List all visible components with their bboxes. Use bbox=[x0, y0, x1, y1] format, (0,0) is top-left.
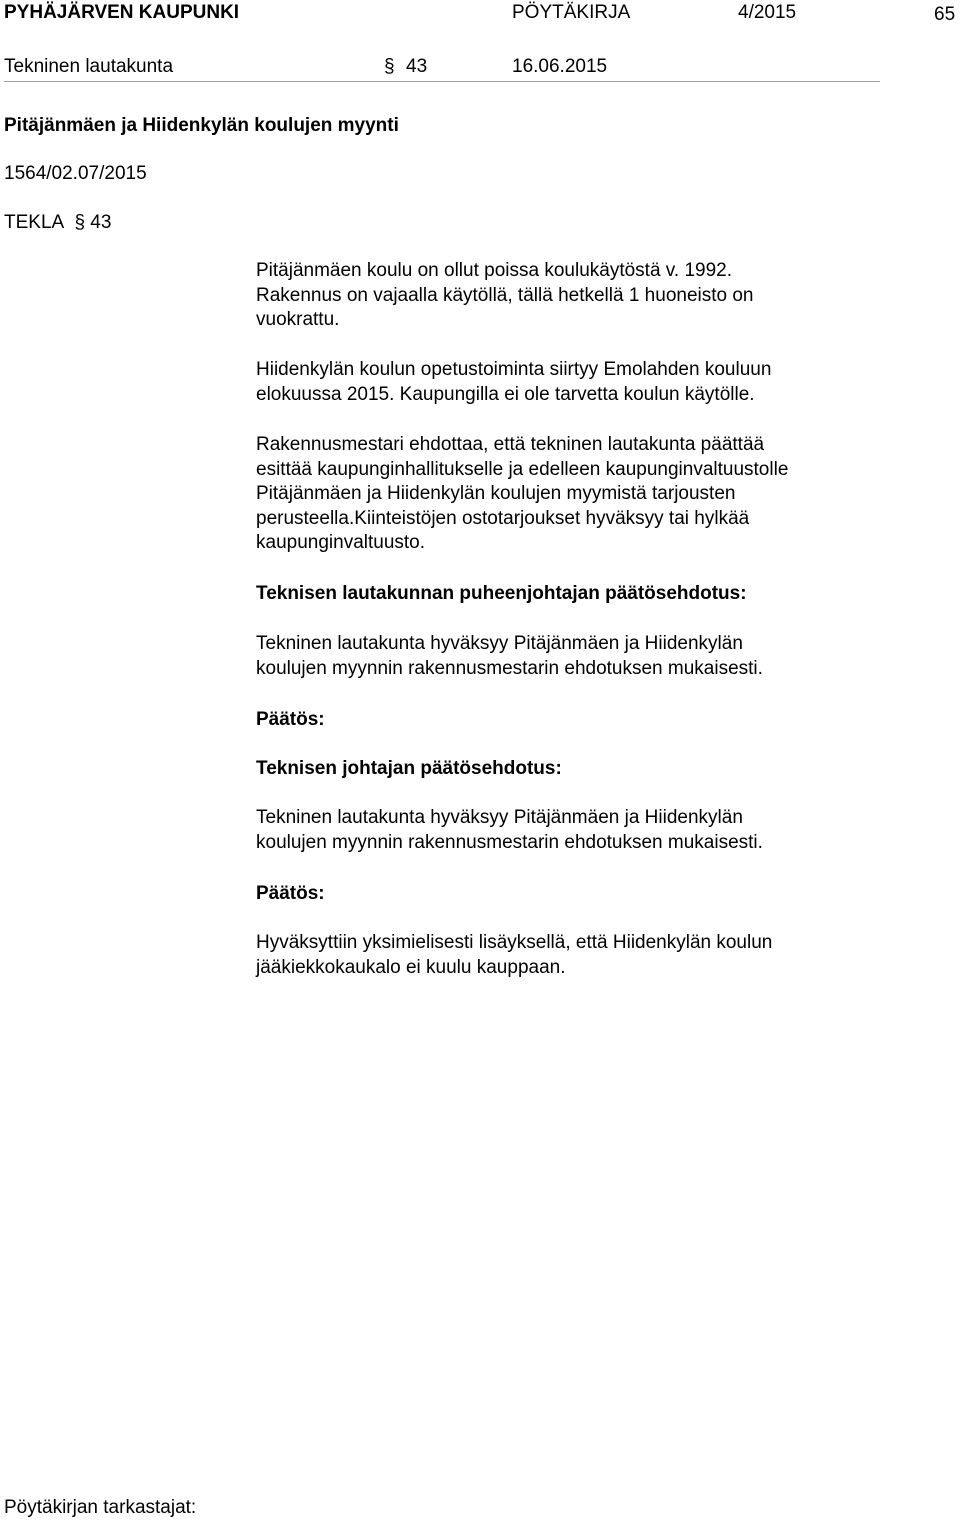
decision-label-2: Päätös: bbox=[256, 883, 325, 904]
paragraph-line: koulujen myynnin rakennusmestarin ehdotuksen mukaisesti. bbox=[256, 831, 763, 853]
page-number: 65 bbox=[934, 4, 956, 25]
paragraph-line: Tekninen lautakunta hyväksyy Pitäjänmäen ja Hiidenkylän bbox=[256, 807, 743, 828]
paragraph-line: Tekninen lautakunta hyväksyy Pitäjänmäen ja Hiidenkylän bbox=[256, 633, 743, 654]
paragraph-line: koulujen myynnin rakennusmestarin ehdotuksen mukaisesti. bbox=[256, 657, 763, 679]
organization-name: PYHÄJÄRVEN KAUPUNKI bbox=[4, 2, 240, 23]
paragraph-4 bbox=[256, 632, 896, 681]
paragraph-line: esittää kaupunginhallitukselle ja edelleen kaupunginvaltuustolle bbox=[256, 458, 789, 480]
document-type: PÖYTÄKIRJA bbox=[512, 2, 631, 23]
paragraph-line: perusteella.Kiinteistöjen ostotarjoukset hyväksyy tai hylkää bbox=[256, 507, 750, 529]
paragraph-3 bbox=[256, 433, 896, 556]
reviewers-label: Pöytäkirjan tarkastajat: bbox=[4, 1497, 197, 1518]
paragraph-line: Pitäjänmäen koulu on ollut poissa koulukäytöstä v. 1992. bbox=[256, 260, 733, 281]
committee-reference bbox=[4, 211, 111, 235]
paragraph-line: vuokrattu. bbox=[256, 309, 340, 330]
decision-label-1: Päätös: bbox=[256, 709, 325, 730]
paragraph-line: Hiidenkylän koulun opetustoiminta siirtyy Emolahden kouluun bbox=[256, 359, 772, 380]
paragraph-line: Rakennusmestari ehdottaa, että tekninen lautakunta päättää bbox=[256, 434, 765, 455]
paragraph-line: elokuussa 2015. Kaupungilla ei ole tarvetta koulun käytölle. bbox=[256, 383, 755, 405]
proposal-heading-chair: Teknisen lautakunnan puheenjohtajan päätösehdotus: bbox=[256, 583, 747, 604]
committee-name: TEKLA bbox=[4, 212, 64, 233]
committee-section-number: 43 bbox=[90, 212, 112, 233]
document-number: 4/2015 bbox=[738, 2, 797, 23]
section-symbol: § bbox=[384, 56, 395, 77]
committee-section-symbol: § bbox=[74, 212, 86, 233]
paragraph-5 bbox=[256, 806, 896, 855]
proposal-heading-director: Teknisen johtajan päätösehdotus: bbox=[256, 758, 562, 779]
item-reference: 1564/02.07/2015 bbox=[4, 163, 147, 184]
paragraph-line: Rakennus on vajaalla käytöllä, tällä hetkellä 1 huoneisto on bbox=[256, 284, 754, 306]
paragraph-line: kaupunginvaltuusto. bbox=[256, 532, 426, 553]
paragraph-line: Hyväksyttiin yksimielisesti lisäyksellä, että Hiidenkylän koulun bbox=[256, 932, 773, 953]
item-title: Pitäjänmäen ja Hiidenkylän koulujen myynti bbox=[4, 115, 399, 136]
paragraph-6 bbox=[256, 931, 896, 980]
meeting-date: 16.06.2015 bbox=[512, 56, 608, 77]
paragraph-2 bbox=[256, 358, 896, 407]
header-divider bbox=[4, 81, 880, 82]
paragraph-1 bbox=[256, 259, 896, 333]
paragraph-line: jääkiekkokaukalo ei kuulu kauppaan. bbox=[256, 956, 566, 978]
body-name: Tekninen lautakunta bbox=[4, 56, 174, 77]
paragraph-line: Pitäjänmäen ja Hiidenkylän koulujen myymistä tarjousten bbox=[256, 483, 736, 504]
section-number: 43 bbox=[406, 56, 428, 77]
